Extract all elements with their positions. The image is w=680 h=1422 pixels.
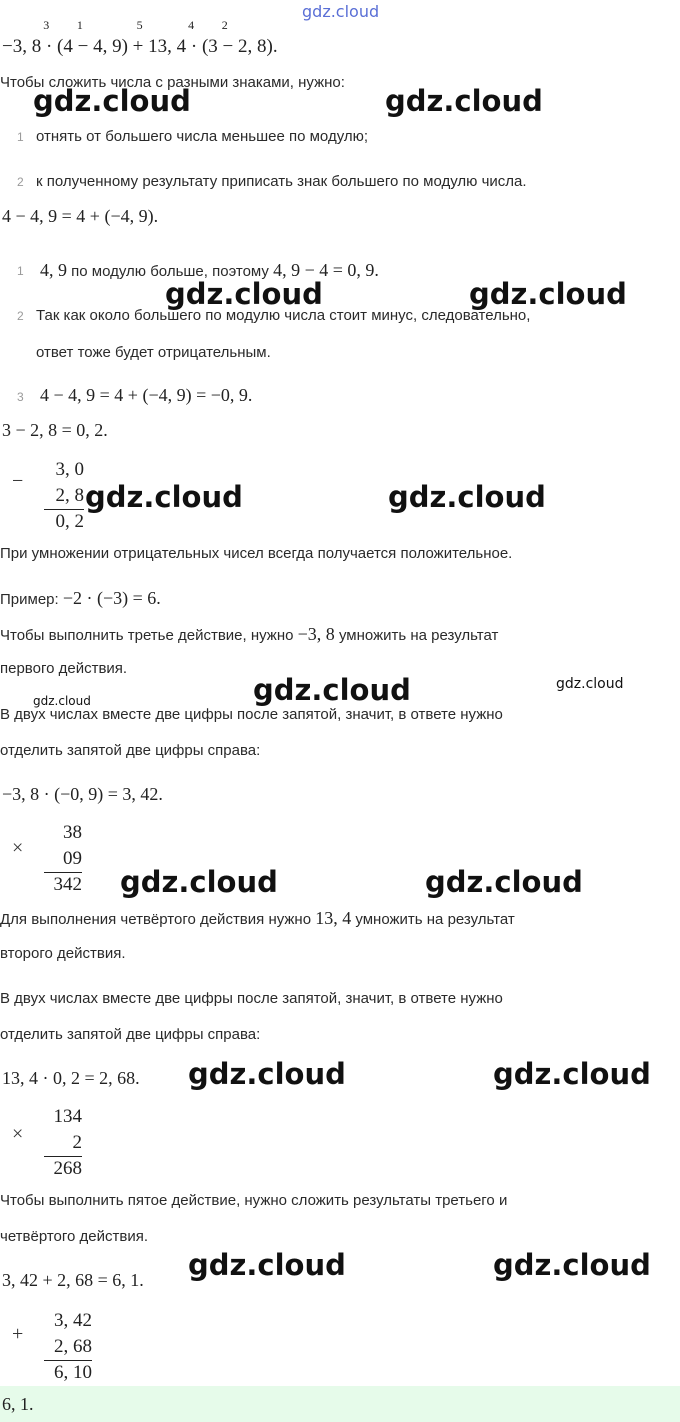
watermark: gdz.cloud (33, 84, 191, 118)
column-multiplication: 134 2 268 (44, 1104, 82, 1183)
paragraph: В двух числах вместе две цифры после запятой, значит, в ответе нужно (0, 990, 503, 1007)
order-4: 4 (188, 18, 195, 32)
order-2: 1 (76, 18, 83, 32)
watermark: gdz.cloud (120, 865, 278, 899)
watermark: gdz.cloud (469, 277, 627, 311)
paragraph: отделить запятой две цифры справа: (0, 1026, 261, 1043)
watermark-small: gdz.cloud (556, 676, 624, 692)
order-3: 5 (136, 18, 143, 32)
equation: 3, 42 + 2, 68 = 6, 1. (2, 1270, 144, 1290)
watermark: gdz.cloud (385, 84, 543, 118)
order-5: 2 (221, 18, 228, 32)
column-multiplication: 38 09 342 (44, 820, 82, 899)
answer-box (0, 1386, 680, 1422)
watermark: gdz.cloud (425, 865, 583, 899)
watermark: gdz.cloud (188, 1057, 346, 1091)
equation: 13, 4 · 0, 2 = 2, 68. (2, 1068, 140, 1088)
step-text: Так как около большего по модулю числа стоит минус, следовательно, (36, 307, 531, 324)
step-text: 4, 9 по модулю больше, поэтому 4, 9 − 4 = 0, 9. (40, 260, 379, 280)
step-text: к полученному результату приписать знак большего по модулю числа. (36, 173, 527, 190)
column-operator: × (12, 1123, 24, 1145)
order-1: 3 (43, 18, 50, 32)
paragraph: первого действия. (0, 660, 128, 677)
watermark: gdz.cloud (388, 480, 546, 514)
watermark: gdz.cloud (188, 1248, 346, 1282)
paragraph: Чтобы выполнить третье действие, нужно −3, 8 умножить на результат (0, 624, 499, 644)
paragraph: При умножении отрицательных чисел всегда получается положительное. (0, 545, 513, 562)
column-operator: × (12, 837, 24, 859)
equation: 3 − 2, 8 = 0, 2. (2, 420, 108, 440)
expression: −3, 8 3 · (4 1 − 4, 9) 5 + 13, 4 4 · (3 2 − 2, 8). (2, 18, 278, 57)
step-text: отнять от большего числа меньшее по модулю; (36, 128, 369, 145)
paragraph: Пример: −2 · (−3) = 6. (0, 588, 161, 608)
watermark: gdz.cloud (493, 1057, 651, 1091)
column-addition: 3, 42 2, 68 6, 10 (44, 1308, 92, 1387)
step-text: ответ тоже будет отрицательным. (36, 344, 271, 361)
paragraph: отделить запятой две цифры справа: (0, 742, 261, 759)
watermark: gdz.cloud (85, 480, 243, 514)
watermark-small: gdz.cloud (33, 694, 91, 708)
column-operator: − (12, 470, 24, 492)
column-operator: + (12, 1323, 24, 1345)
paragraph: Чтобы выполнить пятое действие, нужно сложить результаты третьего и (0, 1192, 508, 1209)
step-number: 2 (17, 175, 24, 189)
step-math: 4 − 4, 9 = 4 + (−4, 9) = −0, 9. (40, 385, 253, 405)
watermark: gdz.cloud (165, 277, 323, 311)
paragraph: Для выполнения четвёртого действия нужно 13, 4 умножить на результат (0, 908, 515, 928)
paragraph: четвёртого действия. (0, 1228, 149, 1245)
intro-text: Чтобы сложить числа с разными знаками, нужно: (0, 74, 345, 91)
paragraph: второго действия. (0, 945, 126, 962)
step-number: 2 (17, 309, 24, 323)
answer: 6, 1. (2, 1394, 34, 1414)
step-number: 3 (17, 390, 24, 404)
paragraph: В двух числах вместе две цифры после запятой, значит, в ответе нужно (0, 706, 503, 723)
step-number: 1 (17, 264, 24, 278)
equation: −3, 8 · (−0, 9) = 3, 42. (2, 784, 163, 804)
watermark: gdz.cloud (493, 1248, 651, 1282)
step-number: 1 (17, 130, 24, 144)
watermark-top: gdz.cloud (302, 2, 380, 21)
column-subtraction: 3, 0 2, 8 0, 2 (44, 457, 84, 536)
equation: 4 − 4, 9 = 4 + (−4, 9). (2, 206, 159, 226)
watermark: gdz.cloud (253, 673, 411, 707)
